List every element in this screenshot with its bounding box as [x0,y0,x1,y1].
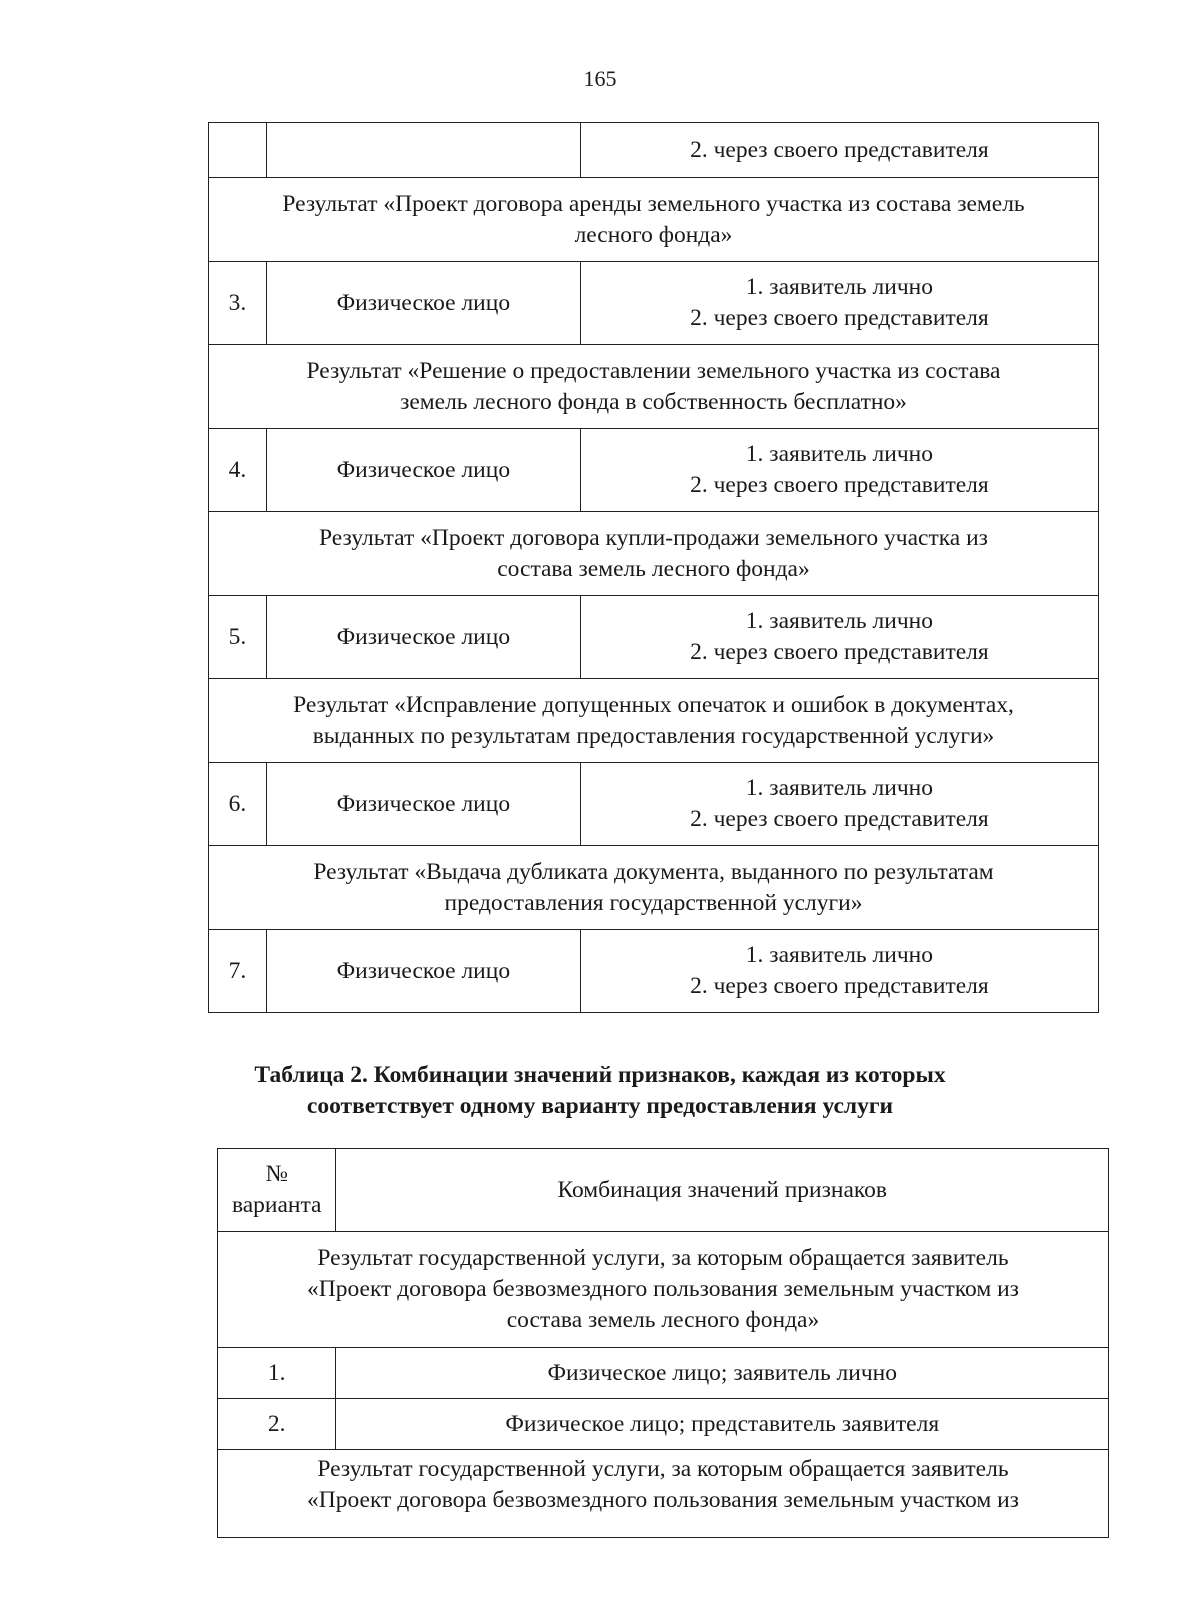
applicant-type-cell: Физическое лицо [266,596,580,679]
result-row [209,846,1099,930]
combination-cell: Физическое лицо; заявитель лично [336,1348,1109,1399]
submission-way-cell: 1. заявитель лично 2. через своего представителя [580,429,1098,512]
result-row [218,1450,1109,1538]
variant-number-cell: 1. [218,1348,336,1399]
variant-number-cell: 3. [209,262,267,345]
table2-title: Таблица 2. Комбинации значений признаков, каждая из которых соответствует одному варианту предоставления услуги [254,1062,946,1119]
combination-cell: Физическое лицо; представитель заявителя [336,1399,1109,1450]
variant-number-header: № варианта [218,1149,336,1232]
table-row [209,123,1099,178]
combinations-table [217,1148,1109,1538]
table-row [209,763,1099,846]
submission-way-cell: 1. заявитель лично 2. через своего представителя [580,930,1098,1013]
applicant-type-cell: Физическое лицо [266,262,580,345]
submission-way-cell: 1. заявитель лично 2. через своего представителя [580,262,1098,345]
result-cell: Результат государственной услуги, за которым обращается заявитель «Проект договора безвозмездного пользования земельным участком из [218,1450,1109,1538]
result-row [209,512,1099,596]
table-row [209,930,1099,1013]
submission-way-cell: 2. через своего представителя [580,123,1098,178]
result-row [209,178,1099,262]
applicant-type-cell: Физическое лицо [266,930,580,1013]
table-row [209,429,1099,512]
table-row [209,262,1099,345]
variant-number-cell: 5. [209,596,267,679]
table-row [209,596,1099,679]
table-row [218,1348,1109,1399]
result-row [209,345,1099,429]
applicant-type-cell: Физическое лицо [266,763,580,846]
submission-way-cell: 1. заявитель лично 2. через своего представителя [580,763,1098,846]
variant-number-cell: 2. [218,1399,336,1450]
variant-number-cell: 7. [209,930,267,1013]
result-cell: Результат «Проект договора аренды земельного участка из состава земель лесного фонда» [209,178,1099,262]
result-cell: Результат «Выдача дубликата документа, выданного по результатам предоставления государственной услуги» [209,846,1099,930]
result-row [209,679,1099,763]
variant-number-cell: 4. [209,429,267,512]
result-cell: Результат государственной услуги, за которым обращается заявитель «Проект договора безвозмездного пользования земельным участком из состава земель лесного фонда» [218,1232,1109,1348]
applicant-type-cell [266,123,580,178]
variants-table [208,122,1099,1013]
variant-number-cell [209,123,267,178]
result-row [218,1232,1109,1348]
result-cell: Результат «Решение о предоставлении земельного участка из состава земель лесного фонда в собственность бесплатно» [209,345,1099,429]
table-header-row [218,1149,1109,1232]
applicant-type-cell: Физическое лицо [266,429,580,512]
table-row [218,1399,1109,1450]
submission-way-cell: 1. заявитель лично 2. через своего представителя [580,596,1098,679]
combination-header: Комбинация значений признаков [336,1149,1109,1232]
page-number: 165 [583,66,617,91]
variant-number-cell: 6. [209,763,267,846]
result-cell: Результат «Исправление допущенных опечаток и ошибок в документах, выданных по результатам предоставления государственной услуги» [209,679,1099,763]
result-cell: Результат «Проект договора купли-продажи земельного участка из состава земель лесного фонда» [209,512,1099,596]
